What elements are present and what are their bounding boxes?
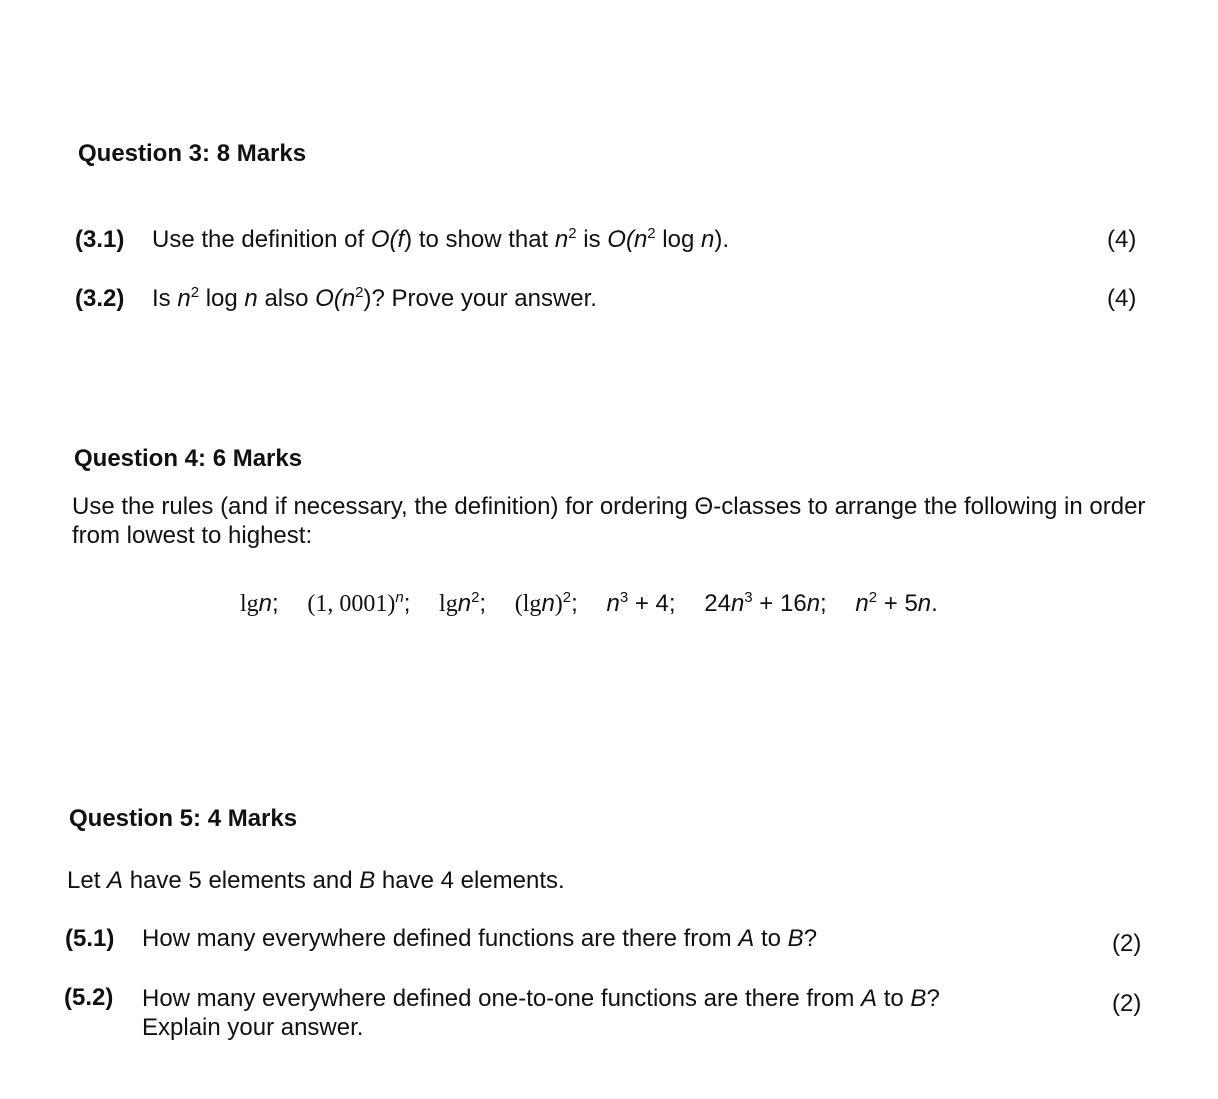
question-marks: (4) [1107,285,1137,312]
function-lg-n: lgn; [240,590,279,617]
question-marks: (4) [1107,226,1137,253]
question-number: (3.2) [75,285,125,312]
function-lg-n-all-squared: $(\lg n)^2$; [514,589,578,617]
question-5-2 [0,984,1218,1046]
question-marks: (2) [1112,930,1142,957]
question-text: Use the definition of O(f) to show that $n^2$ is $O(n^2$ log n). [152,225,730,253]
function-n-cubed-plus-4: $n^3 + 4$; [606,589,676,617]
question-5-heading: Question 5: 4 Marks [69,805,298,832]
question-number: (3.1) [75,226,125,253]
question-text: How many everywhere defined one-to-one functions are there from A to B? Explain your answer. [142,985,940,1041]
question-text: How many everywhere defined functions are there from A to B? [142,925,818,952]
question-3-1 [0,226,1218,256]
question-3-heading: Question 3: 8 Marks [78,140,307,167]
question-3-2 [0,285,1218,315]
function-exponential: (1, 0001)$^n$; [307,589,411,617]
question-4-instruction: Use the rules (and if necessary, the definition) for ordering Θ-classes to arrange the following in order from lowest to highest: [72,493,1146,549]
function-lg-n-squared: lgn$^2$; [439,589,487,617]
question-5-intro: Let A have 5 elements and B have 4 elements. [67,867,565,894]
function-list [240,590,938,618]
function-n-squared-plus-5n: $n^2 + 5n$. [855,589,938,617]
question-number: (5.2) [64,984,114,1011]
question-marks: (2) [1112,990,1142,1017]
function-24n-cubed: $24n^3 + 16n$; [704,589,827,617]
question-5-1 [0,925,1218,955]
question-number: (5.1) [65,925,115,952]
question-4-heading: Question 4: 6 Marks [74,445,303,472]
question-text: Is $n^2$ log n also $O(n^2)$? Prove your answer. [152,284,597,312]
